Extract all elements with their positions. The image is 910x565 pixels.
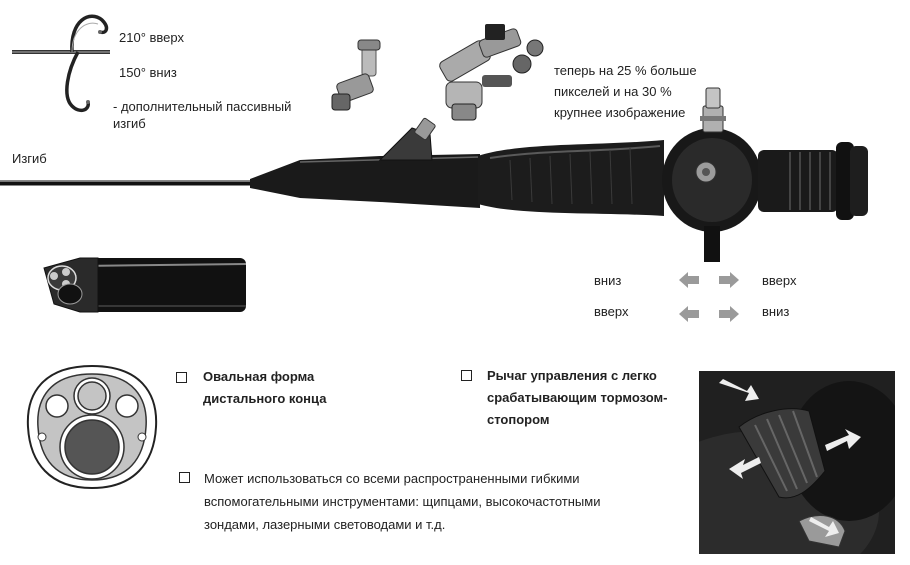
arrow-left-icon [678, 305, 700, 323]
checkbox-icon [176, 372, 187, 383]
direction-row1-right: вверх [762, 273, 797, 288]
direction-row1-left: вниз [594, 273, 622, 288]
lever-photo-drawing [699, 371, 895, 554]
up-angle-label: 210° вверх [119, 30, 184, 45]
direction-row2-left: вверх [594, 304, 629, 319]
endoscope-image [0, 80, 880, 270]
feature-instruments: Может использоваться со всеми распространенными гибкими вспомогательными инструментами: щипцами, высокочастотными зондами, лазерными световодами и т.д. [204, 471, 601, 532]
feature-oval-tip: Овальная форма дистального конца [203, 369, 327, 406]
image-quality-note: теперь на 25 % больше пикселей и на 30 % крупнее изображение [554, 63, 697, 120]
distal-tip-closeup [40, 254, 250, 318]
passive-bend-label: - дополнительный пассивный изгиб [113, 99, 292, 131]
direction-row2-right: вниз [762, 304, 790, 319]
checkbox-icon [461, 370, 472, 381]
down-angle-label: 150° вниз [119, 65, 177, 80]
distal-tip-cross-section [22, 363, 162, 491]
checkbox-icon [179, 472, 190, 483]
bend-label: Изгиб [12, 151, 47, 166]
arrow-left-icon [678, 271, 700, 289]
feature-lever: Рычаг управления с легко срабатывающим тормозом-стопором [487, 368, 668, 427]
arrow-right-icon [718, 305, 740, 323]
lever-photo [699, 371, 895, 554]
arrow-right-icon [718, 271, 740, 289]
